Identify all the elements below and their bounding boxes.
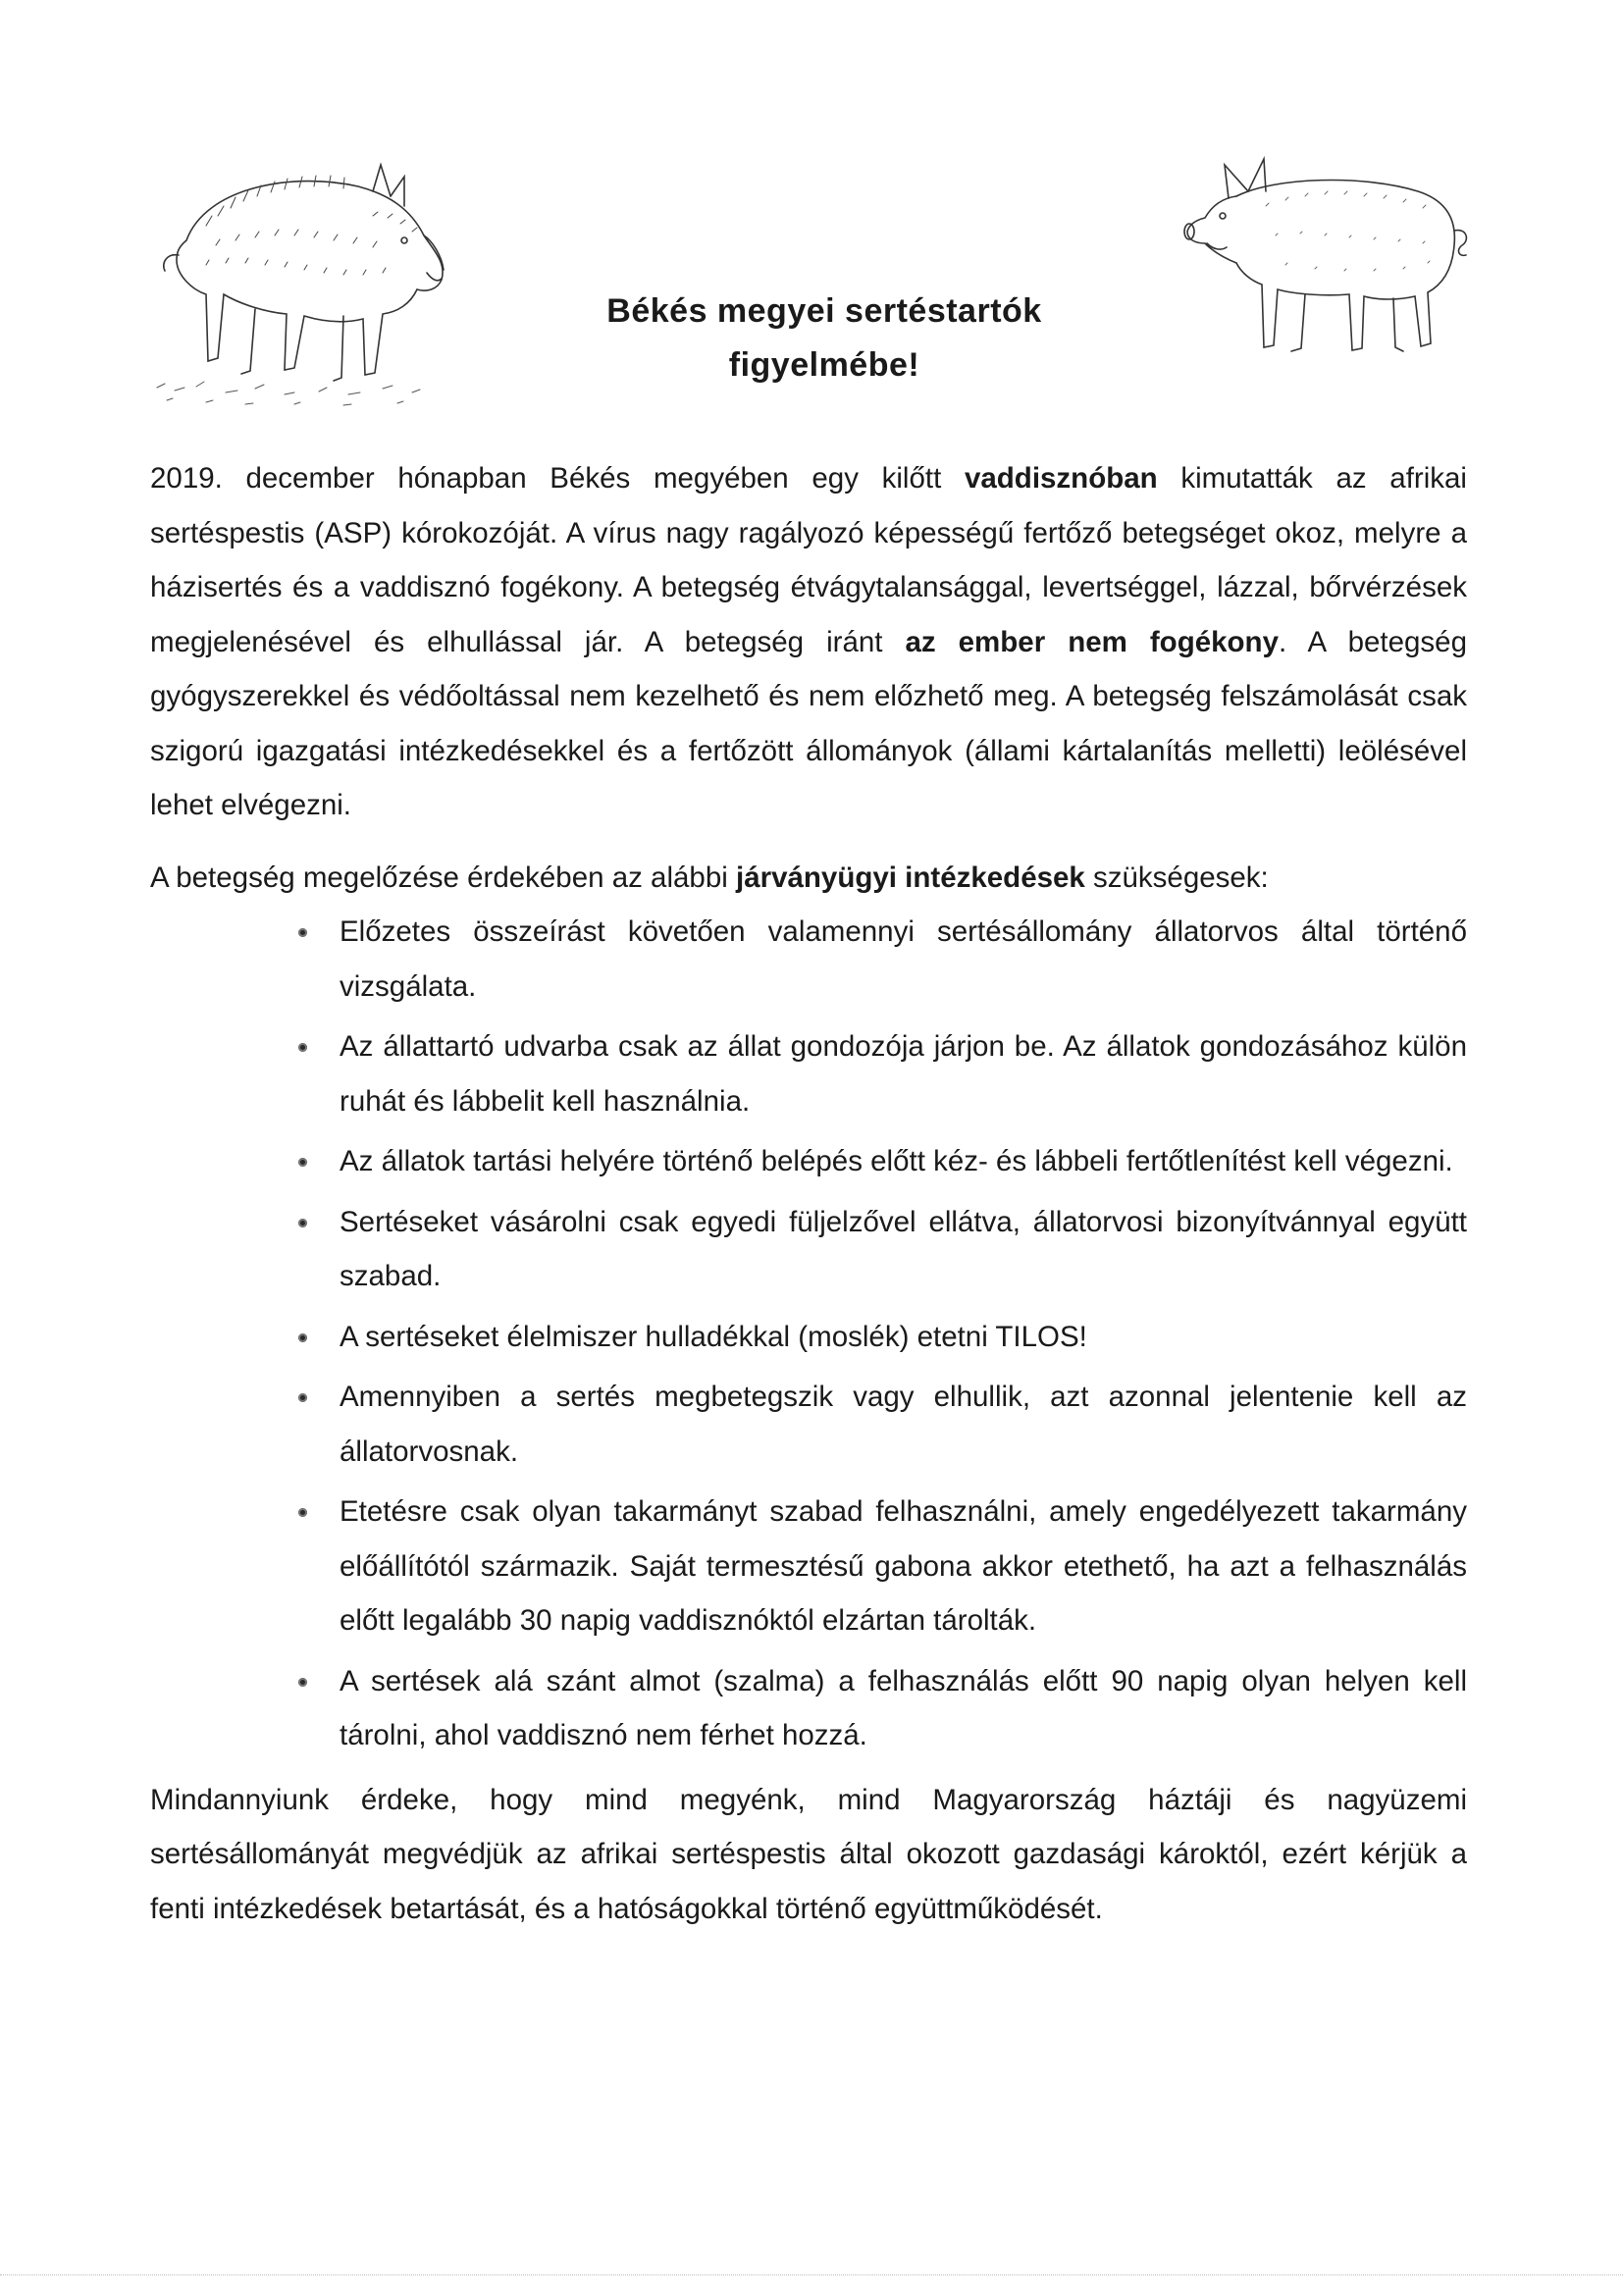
domestic-pig-illustration <box>1168 137 1472 373</box>
list-item-text: A sertéseket élelmiszer hulladékkal (moslék) etetni TILOS! <box>340 1320 1087 1353</box>
measures-intro-text-1: A betegség megelőzése érdekében az alábbi <box>150 861 736 894</box>
header <box>147 137 1472 432</box>
list-item-text: Etetésre csak olyan takarmányt szabad felhasználni, amely engedélyezett takarmány előállítótól származik. Saját termesztésű gabona akkor etethető, ha azt a felhasználás előtt legalább 30 napig vaddisznóktól elzártan tárolták. <box>340 1495 1467 1637</box>
bullet-icon <box>298 928 307 937</box>
intro-bold-1: vaddisznóban <box>964 462 1158 495</box>
intro-text-2: kimutatták az afrikai sertéspestis (ASP) kórokozóját. A vírus nagy ragályozó képességű fertőző betegséget okoz, melyre a házisertés és a vaddisznó fogékony. A betegség étvágytalansággal, levertséggel, lázzal, bőrvérzések megjelenésével és elhullással jár. A betegség iránt <box>150 462 1467 658</box>
wild-boar-illustration <box>147 147 451 412</box>
bullet-icon <box>298 1508 307 1517</box>
list-item <box>340 905 1467 1014</box>
bullet-icon <box>298 1219 307 1227</box>
list-item-text: Az állattartó udvarba csak az állat gondozója járjon be. Az állatok gondozásához külön ruhát és lábbelit kell használnia. <box>340 1030 1467 1118</box>
bullet-icon <box>298 1393 307 1402</box>
list-item <box>340 1195 1467 1304</box>
measures-list <box>150 905 1467 1763</box>
list-item <box>340 1310 1467 1365</box>
page-title <box>520 285 1128 392</box>
closing-paragraph: Mindannyiunk érdeke, hogy mind megyénk, mind Magyarország háztáji és nagyüzemi sertésállományát megvédjük az afrikai sertéspestis által okozott gazdasági károktól, ezért kérjük a fenti intézkedések betartását, és a hatóságokkal történő együttműködését. <box>150 1783 1467 1925</box>
list-item <box>340 1654 1467 1763</box>
bullet-icon <box>298 1333 307 1342</box>
list-item-text: Előzetes összeírást követően valamennyi sertésállomány állatorvos által történő vizsgálata. <box>340 915 1467 1003</box>
measures-intro-text-2: szükségesek: <box>1084 861 1269 894</box>
list-item <box>340 1370 1467 1479</box>
bullet-icon <box>298 1158 307 1167</box>
intro-text-3: . A betegség gyógyszerekkel és védőoltással nem kezelhető és nem előzhető meg. A betegség felszámolását csak szigorú igazgatási intézkedésekkel és a fertőzött állományok (állami kártalanítás melletti) leölésével lehet elvégezni. <box>150 625 1467 821</box>
list-item <box>340 1134 1467 1189</box>
intro-bold-2: az ember nem fogékony <box>905 625 1279 658</box>
list-item-text: Amennyiben a sertés megbetegszik vagy elhullik, azt azonnal jelentenie kell az állatorvosnak. <box>340 1381 1467 1468</box>
list-item <box>340 1019 1467 1128</box>
intro-text-1: 2019. december hónapban Békés megyében egy kilőtt <box>150 462 965 495</box>
list-item-text: A sertések alá szánt almot (szalma) a felhasználás előtt 90 napig olyan helyen kell tárolni, ahol vaddisznó nem férhet hozzá. <box>340 1664 1467 1751</box>
document-body <box>150 451 1467 1936</box>
measures-intro-bold: járványügyi intézkedések <box>736 861 1085 894</box>
title-line-1: Békés megyei sertéstartók <box>606 291 1042 330</box>
list-item-text: Az állatok tartási helyére történő belépés előtt kéz- és lábbeli fertőtlenítést kell végezni. <box>340 1145 1453 1177</box>
bullet-icon <box>298 1678 307 1687</box>
intro-paragraph <box>150 451 1467 833</box>
page-bottom-divider <box>0 2274 1623 2275</box>
bullet-icon <box>298 1043 307 1052</box>
measures-intro <box>150 851 1467 906</box>
title-line-2: figyelmébe! <box>728 345 920 384</box>
list-item <box>340 1485 1467 1648</box>
list-item-text: Sertéseket vásárolni csak egyedi füljelzővel ellátva, állatorvosi bizonyítvánnyal együtt szabad. <box>340 1205 1467 1292</box>
